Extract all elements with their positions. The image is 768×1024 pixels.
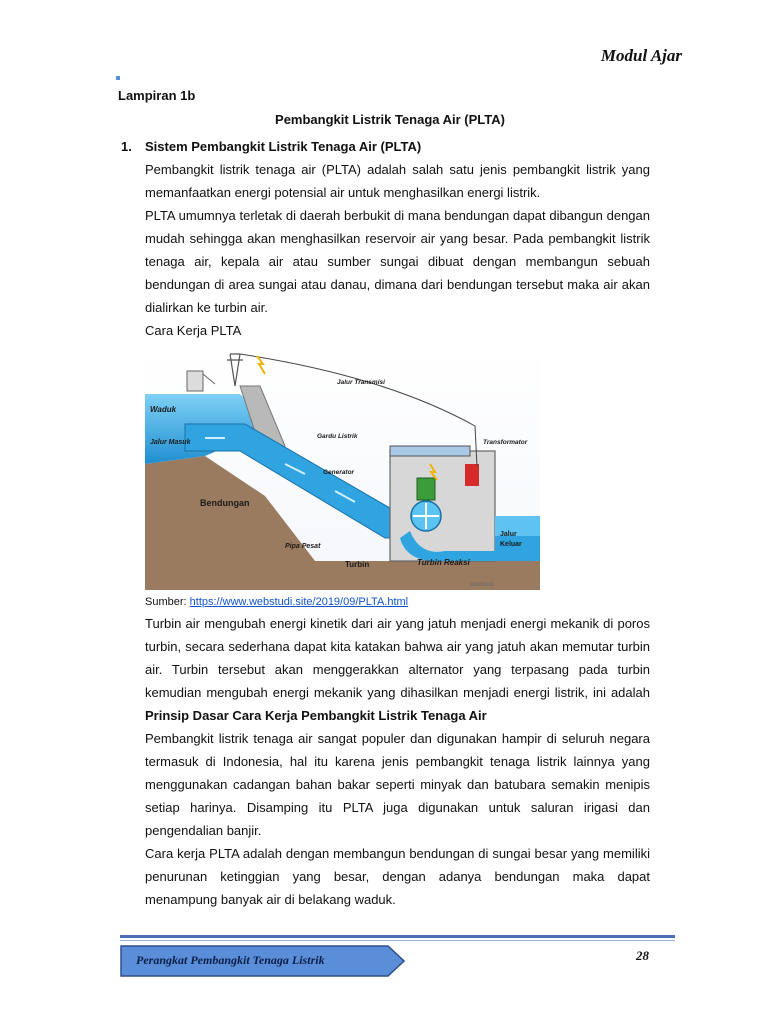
- label-jalur-keluar-2: Keluar: [500, 541, 522, 548]
- paragraph-turbine-principle: [145, 612, 650, 727]
- label-transformator: Transformator: [483, 439, 528, 446]
- document-title: [0, 112, 768, 127]
- section-title: Sistem Pembangkit Listrik Tenaga Air (PLTA): [145, 139, 422, 154]
- label-bendungan: Bendungan: [200, 498, 250, 508]
- label-turbin: Turbin: [345, 560, 370, 569]
- label-waduk: Waduk: [150, 405, 177, 414]
- paragraph-turbine-text: Turbin air mengubah energi kinetik dari air yang jatuh menjadi energi mekanik di poros turbin, secara sederhana dapat kita katakan bahwa air yang jatuh akan memutar turbin air. Turbin tersebut akan menggerakkan alternator yang terpasang pada turbin kemudian mengubah energi mekanik yang dihasilkan menjadi energi listrik, ini adalah: [145, 616, 650, 700]
- paragraph-definition: Pembangkit listrik tenaga air (PLTA) adalah salah satu jenis pembangkit listrik yang memanfaatkan energi potensial air untuk menghasilkan energi listrik.: [145, 162, 650, 200]
- label-generator: Generator: [323, 469, 355, 476]
- document-title-text: Pembangkit Listrik Tenaga Air (PLTA): [275, 112, 505, 127]
- footer-rule: [120, 935, 675, 938]
- generator: [417, 478, 435, 500]
- corner-mark: [116, 76, 120, 80]
- source-prefix: Sumber:: [145, 596, 190, 608]
- lampiran-label: Lampiran 1b: [118, 88, 196, 103]
- source-link[interactable]: https://www.webstudi.site/2019/09/PLTA.html: [189, 596, 409, 608]
- label-jalur-keluar-1: Jalur: [500, 531, 517, 538]
- transformer-box: [465, 464, 479, 486]
- label-jalur-masuk: Jalur Masuk: [150, 439, 191, 446]
- footer-banner-text: Perangkat Pembangkit Tenaga Listrik: [136, 953, 325, 967]
- label-turbin-reaksi: Turbin Reaksi: [417, 558, 470, 567]
- plta-diagram: [145, 346, 540, 590]
- label-watermark: webstudi: [470, 582, 494, 588]
- section-number: 1.: [121, 139, 132, 154]
- label-pipa-pesat: Pipa Pesat: [285, 543, 321, 550]
- paragraph-cara-kerja-heading: Cara Kerja PLTA: [145, 323, 242, 338]
- page-number: 28: [636, 948, 649, 963]
- header-title: Modul Ajar: [600, 46, 682, 65]
- paragraph-turbine-bold: Prinsip Dasar Cara Kerja Pembangkit Listrik Tenaga Air: [145, 708, 487, 723]
- footer-rule-secondary: [120, 940, 675, 941]
- label-jalur-transmisi: Jalur Transmisi: [337, 379, 385, 386]
- image-source: [145, 596, 408, 608]
- paragraph-how-it-works: Cara kerja PLTA adalah dengan membangun bendungan di sungai besar yang memiliki penurunan ketinggian yang besar, dengan adanya bendungan maka dapat menampung banyak air di belakang waduk.: [145, 846, 650, 907]
- paragraph-popularity: Pembangkit listrik tenaga air sangat populer dan digunakan hampir di seluruh negara termasuk di Indonesia, hal itu karena jenis pembangkit tenaga listrik lainnya yang menggunakan cadangan bahan bakar seperti minyak dan batubara semakin menipis setiap harinya. Disamping itu PLTA juga digunakan untuk saluran irigasi dan pengendalian banjir.: [145, 731, 650, 838]
- label-gardu-listrik: Gardu Listrik: [317, 433, 358, 440]
- powerhouse-roof: [390, 446, 470, 456]
- paragraph-location: PLTA umumnya terletak di daerah berbukit di mana bendungan dapat dibangun dengan mudah sehingga akan menghasilkan reservoir air yang besar. Pada pembangkit listrik tenaga air, kepala air atau sumber sungai dibuat dengan membangun sebuah bendungan di area sungai atau danau, dimana dari bendungan tersebut maka air akan dialirkan ke turbin air.: [145, 208, 650, 315]
